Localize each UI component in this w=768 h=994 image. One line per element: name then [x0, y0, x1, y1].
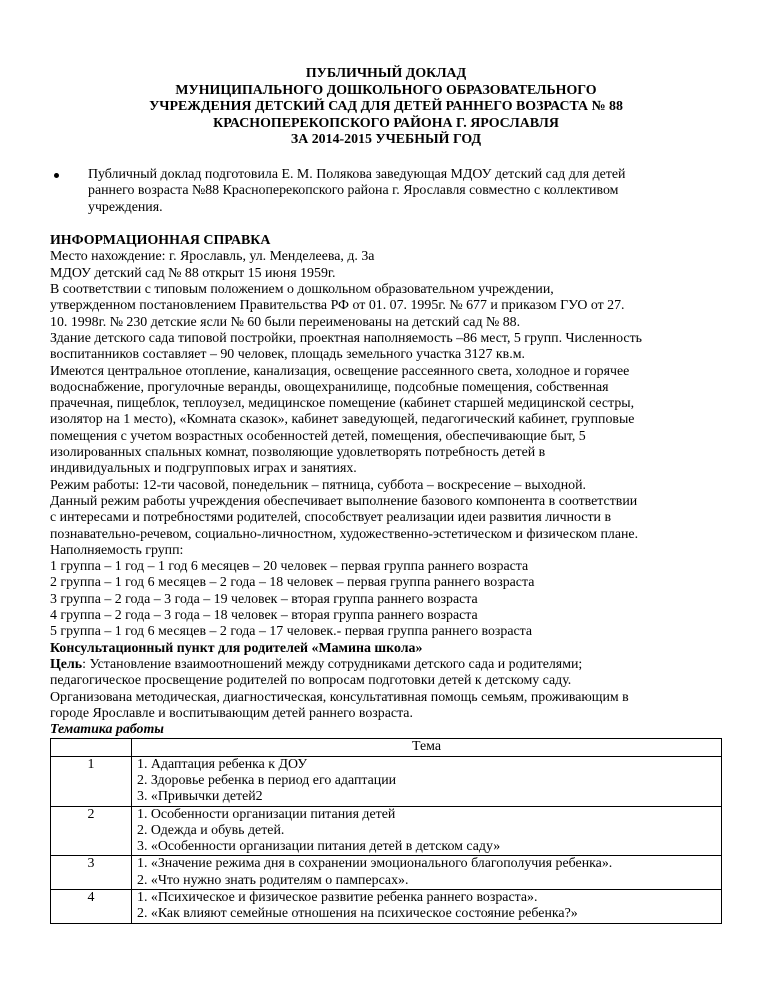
title-line: УЧРЕЖДЕНИЯ ДЕТСКИЙ САД ДЛЯ ДЕТЕЙ РАННЕГО ВОЗРАСТА № 88 [149, 99, 623, 115]
info-line: МДОУ детский сад № 88 открыт 15 июня 1959г. [50, 265, 336, 281]
consult-heading: Консультационный пункт для родителей «Мамина школа» [50, 640, 423, 656]
row-number: 4 [51, 890, 132, 924]
goal-line: Организована методическая, диагностическая, консультативная помощь семьям, проживающим в [50, 689, 629, 705]
info-line: Имеются центральное отопление, канализация, освещение рассеянного света, холодное и горячее [50, 363, 630, 379]
row-topics [132, 756, 722, 806]
row-number: 3 [51, 856, 132, 890]
table-row [51, 890, 722, 924]
info-line: Данный режим работы учреждения обеспечивает выполнение базового компонента в соответствии [50, 493, 638, 509]
topics-heading: Тематика работы [50, 722, 164, 738]
info-line: 2 группа – 1 год 6 месяцев – 2 года – 18 человек – первая группа раннего возраста [50, 575, 535, 591]
info-line: познавательно-речевом, социально-личностном, художественно-эстетическом и физическом плане. [50, 526, 639, 542]
goal-line [50, 657, 722, 673]
table-row [51, 756, 722, 806]
table-header-cell [51, 739, 132, 756]
table-row [51, 806, 722, 856]
title-line: ЗА 2014-2015 УЧЕБНЫЙ ГОД [290, 132, 482, 148]
bullet-line: учреждения. [88, 199, 163, 215]
info-line: Наполняемость групп: [50, 542, 184, 558]
info-line: 4 группа – 2 года – 3 года – 18 человек – вторая группа раннего возраста [50, 608, 478, 624]
goal-text: : Установление взаимоотношений между сотрудниками детского сада и родителями; [82, 656, 583, 672]
info-line: с интересами и потребностями родителей, способствует реализации идеи развития личности в [50, 510, 612, 526]
info-line: Место нахождение: г. Ярославль, ул. Менделеева, д. 3а [50, 249, 375, 265]
goal-label: Цель [50, 656, 83, 672]
table-header-row [51, 739, 722, 756]
info-line: прачечная, пищеблок, теплоузел, медицинское помещение (кабинет старшей медицинской сестры, [50, 396, 635, 412]
bullet-item [50, 167, 722, 216]
info-line: Здание детского сада типовой постройки, проектная наполняемость –86 мест, 5 групп. Численность [50, 330, 642, 346]
row-number: 2 [51, 806, 132, 856]
info-line: воспитанников составляет – 90 человек, площадь земельного участка 3127 кв.м. [50, 347, 525, 363]
title-line: ПУБЛИЧНЫЙ ДОКЛАД [305, 66, 467, 81]
table-row [51, 856, 722, 890]
topics-table [50, 738, 722, 923]
topic-item: 1. Особенности организации питания детей [137, 806, 396, 822]
report-title [50, 66, 722, 149]
info-heading: ИНФОРМАЦИОННАЯ СПРАВКА [50, 233, 271, 249]
info-line: В соответствии с типовым положением о дошкольном образовательном учреждении, [50, 282, 554, 298]
info-line: помещения с учетом возрастных особенностей детей, помещения, обеспечивающие быт, 5 [50, 428, 586, 444]
topic-item: 3. «Особенности организации питания детей в детском саду» [137, 839, 501, 855]
info-line: изолированных спальных комнат, позволяющие удовлетворять потребность детей в [50, 445, 546, 461]
info-line: водоснабжение, прогулочные веранды, овощехранилище, подсобные помещения, собственная [50, 379, 609, 395]
row-topics [132, 856, 722, 890]
row-topics [132, 806, 722, 856]
info-line: утвержденном постановлением Правительства РФ от 01. 07. 1995г. № 677 и приказом ГУО от 27. [50, 298, 625, 314]
info-line: 1 группа – 1 год – 1 год 6 месяцев – 20 человек – первая группа раннего возраста [50, 559, 529, 575]
topic-item: 2. Одежда и обувь детей. [137, 822, 285, 838]
title-line: КРАСНОПЕРЕКОПСКОГО РАЙОНА Г. ЯРОСЛАВЛЯ [213, 115, 559, 131]
info-line: изолятор на 1 место), «Комната сказок», кабинет заведующей, педагогический кабинет, групповые [50, 412, 635, 428]
bullet-icon [54, 173, 59, 178]
topic-item: 2. «Что нужно знать родителям о памперсах». [137, 872, 409, 888]
topic-item: 3. «Привычки детей2 [137, 789, 263, 805]
bullet-line: раннего возраста №88 Красноперекопского района г. Ярославля совместно с коллективом [88, 183, 619, 199]
topic-item: 2. Здоровье ребенка в период его адаптации [137, 772, 397, 788]
info-line: 5 группа – 1 год 6 месяцев – 2 года – 17 человек.- первая группа раннего возраста [50, 624, 533, 640]
table-header-cell: Тема [132, 739, 722, 756]
goal-line: городе Ярославле и воспитывающим детей раннего возраста. [50, 705, 413, 721]
topic-item: 1. Адаптация ребенка к ДОУ [137, 756, 308, 772]
topic-item: 2. «Как влияют семейные отношения на психическое состояние ребенка?» [137, 906, 578, 922]
topic-item: 1. «Значение режима дня в сохранении эмоционального благополучия ребенка». [137, 856, 613, 872]
goal-line: педагогическое просвещение родителей по вопросам подготовки детей к детскому саду. [50, 673, 572, 689]
document-page [50, 0, 722, 924]
topic-item: 1. «Психическое и физическое развитие ребенка раннего возраста». [137, 890, 538, 906]
info-line: Режим работы: 12-ти часовой, понедельник – пятница, суббота – воскресение – выходной. [50, 477, 587, 493]
info-line: 3 группа – 2 года – 3 года – 19 человек – вторая группа раннего возраста [50, 591, 478, 607]
title-line: МУНИЦИПАЛЬНОГО ДОШКОЛЬНОГО ОБРАЗОВАТЕЛЬНОГО [175, 82, 597, 98]
info-body [50, 249, 722, 738]
info-line: индивидуальных и подгрупповых играх и занятиях. [50, 461, 357, 477]
row-topics [132, 890, 722, 924]
info-line: 10. 1998г. № 230 детские ясли № 60 были переименованы на детский сад № 88. [50, 314, 521, 330]
bullet-line: Публичный доклад подготовила Е. М. Полякова заведующая МДОУ детский сад для детей [88, 166, 626, 182]
row-number: 1 [51, 756, 132, 806]
